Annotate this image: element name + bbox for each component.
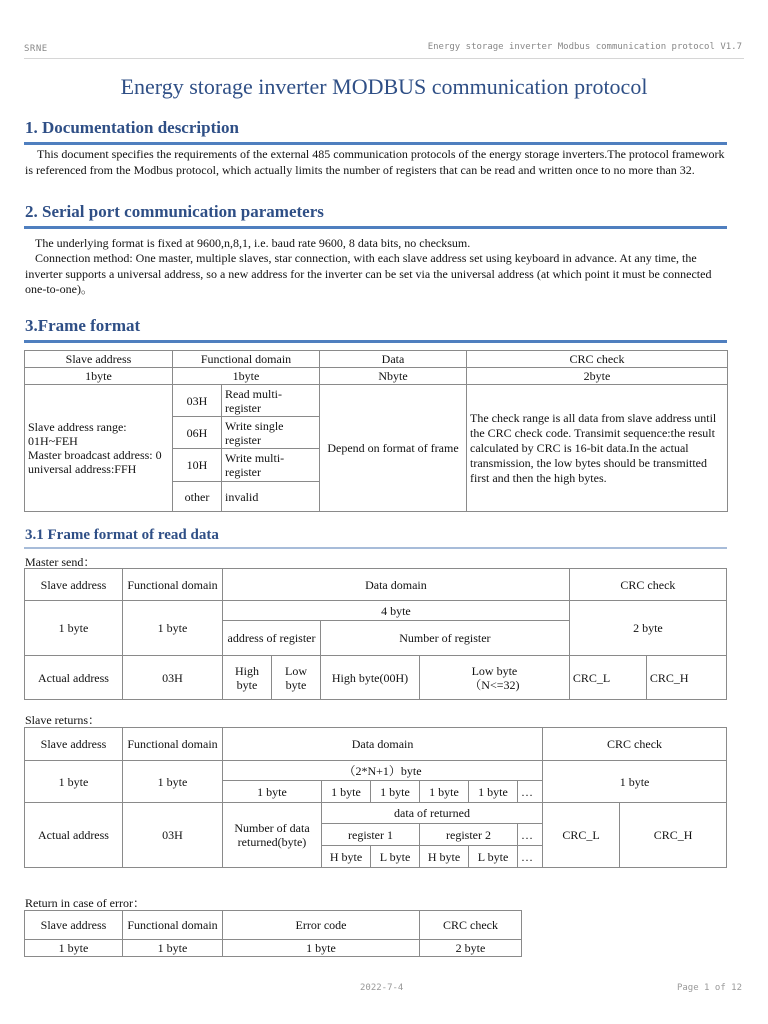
page-title: Energy storage inverter MODBUS communication protocol (120, 74, 648, 99)
err-code-size: 1 byte (223, 940, 420, 957)
header-doc-title: Energy storage inverter Modbus communication protocol V1.7 (427, 42, 742, 52)
section-1-heading: 1. Documentation description (25, 118, 239, 137)
section-3-1-heading: 3.1 Frame format of read data (25, 527, 219, 543)
sr-byte-cell: 1 byte (322, 781, 371, 803)
slave-address-description (25, 385, 173, 512)
sr-register-1: register 1 (322, 824, 420, 846)
section-3-heading: 3.Frame format (25, 316, 141, 335)
size-data: Nbyte (320, 368, 467, 385)
sr-data-header: Data domain (223, 728, 543, 761)
sr-register-2: register 2 (420, 824, 518, 846)
sr-byte-cell: 1 byte (469, 781, 518, 803)
sr-func-header: Functional domain (123, 728, 223, 761)
ms-func-code: 03H (123, 656, 223, 700)
section-2-paragraph-2: Connection method: One master, multiple slaves, star connection, with each slave address set using keyboard in advance. At any time, the inverter supports a universal address, so a new address for the inverter can be set via the universal address (at which point it must be connected one-to-one)。 (25, 251, 712, 296)
err-code-header: Error code (223, 911, 420, 940)
ms-addr-high-byte: High byte (223, 656, 272, 700)
data-description: Depend on format of frame (320, 385, 467, 512)
sr-byte-cell: 1 byte (420, 781, 469, 803)
frame-format-table (24, 350, 728, 512)
col-header-slave: Slave address (25, 351, 173, 368)
sr-ellipsis: … (518, 824, 543, 846)
sr-actual-address: Actual address (25, 803, 123, 868)
ms-address-of-register: address of register (223, 621, 321, 656)
func-desc: Write single register (222, 417, 320, 449)
func-desc: Read multi-register (222, 385, 320, 417)
slave-range-label: Slave address range: (28, 420, 127, 434)
col-header-crc: CRC check (467, 351, 728, 368)
ms-low-byte-condition: （N<=32) (469, 677, 520, 692)
func-code: other (173, 482, 222, 512)
ms-data-size: 4 byte (223, 601, 570, 621)
size-crc: 2byte (467, 368, 728, 385)
size-slave: 1byte (25, 368, 173, 385)
err-func-header: Functional domain (123, 911, 223, 940)
sr-crc-low: CRC_L (543, 803, 620, 868)
ms-number-of-register: Number of register (321, 621, 570, 656)
ms-slave-header: Slave address (25, 569, 123, 601)
master-send-table (24, 568, 727, 700)
sr-data-count: （2*N+1）byte (223, 761, 543, 781)
section-2-paragraph-1: The underlying format is fixed at 9600,n,8,1, i.e. baud rate 9600, 8 data bits, no checksum. (35, 236, 471, 250)
header-brand: SRNE (24, 44, 48, 54)
slave-returns-label: Slave returns： (25, 713, 100, 727)
sr-count-byte: 1 byte (223, 781, 322, 803)
sr-l-byte: L byte (469, 846, 518, 868)
sr-func-code: 03H (123, 803, 223, 868)
sr-func-size: 1 byte (123, 761, 223, 803)
master-send-label: Master send： (25, 555, 96, 569)
func-code: 03H (173, 385, 222, 417)
ms-crc-high: CRC_H (646, 656, 726, 700)
section-2-rule (24, 226, 727, 229)
err-crc-size: 2 byte (420, 940, 522, 957)
section-1-text: This document specifies the requirements of the external 485 communication protocols of the energy storage inverters.The protocol framework is referenced from the Modbus protocol, which actually limits the number of registers that can be read and written once to no more than 32. (25, 147, 725, 177)
ms-func-header: Functional domain (123, 569, 223, 601)
slave-range-value: 01H~FEH (28, 434, 78, 448)
size-func: 1byte (173, 368, 320, 385)
sr-ellipsis: … (518, 846, 543, 868)
ms-func-size: 1 byte (123, 601, 223, 656)
ms-low-byte-label: Low byte (471, 663, 518, 678)
error-return-label: Return in case of error： (25, 896, 145, 910)
func-code: 06H (173, 417, 222, 449)
err-slave-size: 1 byte (25, 940, 123, 957)
func-code: 10H (173, 449, 222, 482)
ms-slave-size: 1 byte (25, 601, 123, 656)
section-3-rule (24, 340, 727, 343)
err-func-size: 1 byte (123, 940, 223, 957)
broadcast-address: Master broadcast address: 0 (28, 448, 162, 462)
crc-description: The check range is all data from slave address until the CRC check code. Transimit sequence:the result calculated by CRC is 16-bit data.In the actual transmission, the low bytes should be transmitted first and then the high bytes. (467, 385, 728, 512)
footer-page-number: Page 1 of 12 (676, 983, 742, 993)
section-2-heading: 2. Serial port communication parameters (25, 202, 324, 221)
sr-number-of-data: Number of data returned(byte) (223, 803, 322, 868)
sr-l-byte: L byte (371, 846, 420, 868)
ms-crc-size: 2 byte (569, 601, 726, 656)
err-crc-header: CRC check (420, 911, 522, 940)
ms-crc-low: CRC_L (569, 656, 646, 700)
footer-date: 2022-7-4 (360, 983, 404, 993)
func-desc: Write multi-register (222, 449, 320, 482)
sr-byte-cell: 1 byte (371, 781, 420, 803)
ms-data-header: Data domain (223, 569, 570, 601)
sr-crc-size: 1 byte (543, 761, 727, 803)
col-header-data: Data (320, 351, 467, 368)
sr-crc-high: CRC_H (620, 803, 727, 868)
ms-num-high-byte: High byte(00H) (321, 656, 420, 700)
sr-data-of-returned: data of returned (322, 803, 543, 824)
sr-slave-header: Slave address (25, 728, 123, 761)
header-divider (24, 58, 744, 59)
section-1-rule (24, 142, 727, 145)
ms-actual-address: Actual address (25, 656, 123, 700)
col-header-func: Functional domain (173, 351, 320, 368)
ms-crc-header: CRC check (569, 569, 726, 601)
ms-addr-low-byte: Low byte (272, 656, 321, 700)
section-3-1-rule (24, 547, 727, 549)
error-return-table (24, 910, 522, 957)
func-desc: invalid (222, 482, 320, 512)
universal-address: universal address:FFH (28, 462, 137, 476)
sr-ellipsis: … (518, 781, 543, 803)
sr-h-byte: H byte (322, 846, 371, 868)
slave-returns-table (24, 727, 727, 868)
sr-crc-header: CRC check (543, 728, 727, 761)
ms-num-low-byte (420, 656, 570, 700)
sr-slave-size: 1 byte (25, 761, 123, 803)
sr-h-byte: H byte (420, 846, 469, 868)
err-slave-header: Slave address (25, 911, 123, 940)
